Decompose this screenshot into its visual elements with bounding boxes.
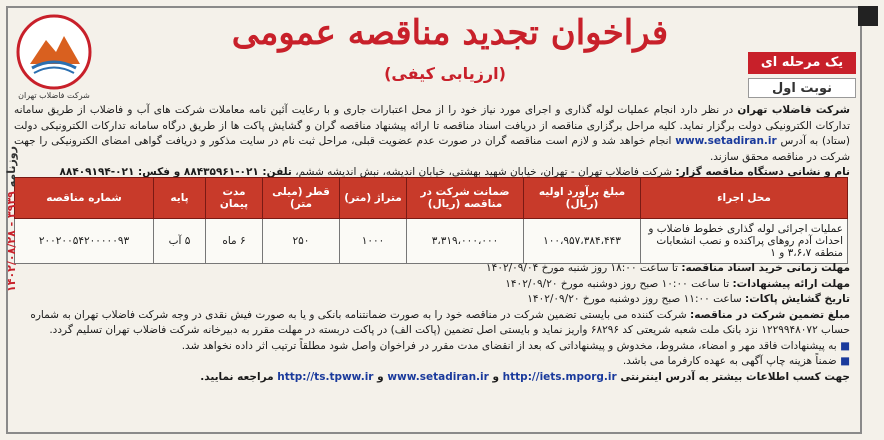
col-tender-number: شماره مناقصه [15,178,154,219]
cell-grade: ۵ آب [154,219,206,264]
and-text: و [488,370,503,383]
company-logo-icon [10,10,98,102]
guarantee-text: شرکت کننده می بایستی تضمین شرکت در مناقصه خود را به صورت ضمانتنامه بانکی و یا به صورت فیش نقدی در وجه شرکت فاضلاب تهران به شماره حساب ۱۲۲۹۹۴۸۰۷۲ نزد بانک ملت شعبه شریعتی کد ۶۸۲۹۶ واریز نماید و بایستی اصل تضمین (پاکت الف) در پاکت دربسته در مهلت مقرر به دبیرخانه شرکت فاضلاب تهران تسلیم گردد. [30,308,850,336]
cell-length: ۱۰۰۰ [340,219,407,264]
bullet-icon: ■ [836,339,850,352]
guarantee-label: مبلغ تضمین شرکت در مناقصه: [690,308,850,321]
opening-date-label: تاریخ گشایش پاکات: [745,293,850,305]
more-info [14,370,850,386]
round-badge: نوبت اول [748,78,856,98]
tender-table [14,177,848,264]
address-text: شرکت فاضلاب تهران - تهران، خیابان شهید بهشتی، خیابان اندیشه، نبش اندیشه ششم، [291,166,676,178]
col-grade: پایه [154,178,206,219]
cell-diameter: ۲۵۰ [263,219,340,264]
docs-deadline-label: مهلت زمانی خرید اسناد مناقصه: [681,262,850,274]
note-2-text: ضمناً هزینه چاپ آگهی به عهده کارفرما می باشد. [622,355,837,367]
note-1-text: به پیشنهادات فاقد مهر و امضاء، مشروط، مخدوش و پیشنهاداتی که بعد از انقضای مدت مقرر در فراخوان واصل شود مطلقاً ترتیب اثر داده نخواهد شد. [181,339,837,352]
guarantee-info [14,308,850,339]
details-section [14,261,850,385]
docs-deadline [14,261,850,277]
note-1 [14,339,850,355]
offer-deadline [14,277,850,293]
cell-tender-number: ۲۰۰۲۰۰۵۴۲۰۰۰۰۰۹۳ [15,219,154,264]
table-header-row [15,178,848,219]
setad-link-2[interactable]: www.setadiran.ir [387,370,489,383]
more-info-label: جهت کسب اطلاعات بیشتر به آدرس اینترنتی [620,370,850,383]
logo-caption: شرکت فاضلاب تهران [18,91,90,100]
offer-deadline-label: مهلت ارائه پیشنهادات: [732,277,850,290]
opening-date [14,292,850,308]
opening-date-value: ساعت ۱۱:۰۰ صبح روز دوشنبه مورخ ۱۴۰۲/۰۹/۲۰ [527,293,746,305]
more-info-end: مراجعه نمایید. [200,370,274,383]
table-row [15,219,848,264]
offer-deadline-value: تا ساعت ۱۰:۰۰ صبح روز دوشنبه مورخ ۱۴۰۲/۰۹/۲۰ [505,277,733,290]
page-title: فراخوان تجدید مناقصه عمومی [231,13,669,53]
page-subtitle: (ارزیابی کیفی) [384,64,506,83]
tpww-link[interactable]: http://ts.tpww.ir [277,370,374,383]
setad-link[interactable]: www.setadiran.ir [675,135,777,147]
col-estimate: مبلغ برآورد اولیه (ریال) [524,178,641,219]
iets-link[interactable]: http://iets.mporg.ir [502,370,617,383]
docs-deadline-value: تا ساعت ۱۸:۰۰ روز شنبه مورخ ۱۴۰۲/۰۹/۰۴ [486,262,682,274]
cell-guarantee: ۳،۳۱۹،۰۰۰،۰۰۰ [407,219,524,264]
bullet-icon: ■ [836,355,850,367]
corner-mark-icon [858,6,878,26]
intro-text-2: انجام خواهد شد و لازم است مناقصه گران در صورت عدم عضویت قبلی، مراحل ثبت نام در سایت مذکور و دریافت گواهی امضای الکترونیکی را جهت شرکت در مناقصه محقق سازند. [14,135,850,163]
cell-estimate: ۱۰۰،۹۵۷،۳۸۴،۴۴۳ [524,219,641,264]
intro-paragraph [14,103,850,181]
intro-text: در نظر دارد انجام عملیات لوله گذاری و اجرای مورد نیاز خود را از محل اعتبارات جاری و با رعایت آئین نامه معاملات شرکت های آب و فاضلاب از طریق سامانه تدارکات الکترونیکی دولت برگزار نماید. کلیه مراحل برگزاری مناقصه از دریافت اسناد مناقصه تا ارائه پیشنهاد مناقصه گران و گشایش پاکت ها از طریق درگاه سامانه تدارکات الکترونیکی دولت (ستاد) به آدرس [14,104,850,147]
side-strip [5,79,19,359]
stage-badge: یک مرحله ای [748,52,856,74]
side-label: روزنامه [5,146,18,188]
cell-duration: ۶ ماه [206,219,263,264]
col-diameter: قطر (میلی متر) [263,178,340,219]
address-label: نام و نشانی دستگاه مناقصه گزار: [675,166,850,178]
phone-text: تلفن: ۰۲۱-۸۸۴۳۵۹۶۱ و فکس: ۰۲۱-۸۸۴۰۹۱۹۴ [59,166,292,178]
col-duration: مدت پیمان [206,178,263,219]
and-text: و [373,370,388,383]
col-length: متراژ (متر) [340,178,407,219]
org-name: شرکت فاضلاب تهران [737,104,850,116]
note-2 [14,354,850,370]
cell-location: عملیات اجرائی لوله گذاری خطوط فاضلاب و احداث آدم روهای پراکنده و نصب انشعابات منطقه ۳،۶،۷ و ۱ [641,219,848,264]
col-location: محل اجراء [641,178,848,219]
col-guarantee: ضمانت شرکت در مناقصه (ریال) [407,178,524,219]
side-info: ۳۹۳۹ - ۱۴۰۲/۰۸/۲۸ [5,191,18,292]
